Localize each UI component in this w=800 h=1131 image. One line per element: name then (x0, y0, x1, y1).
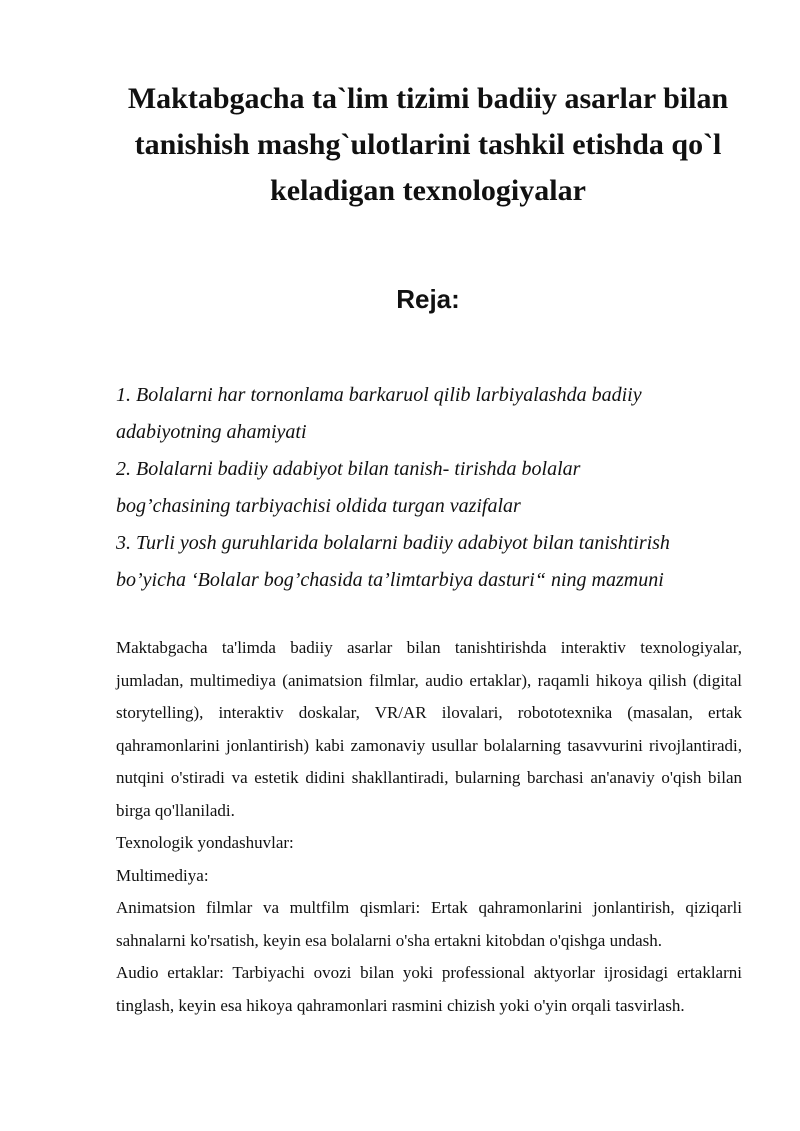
plan-item-line: 2. Bolalarni badiiy adabiyot bilan tanish- tirishda bolalar (116, 458, 581, 480)
plan-item-3 (116, 525, 756, 599)
plan-item-line: adabiyotning ahamiyati (116, 421, 307, 443)
body-text (116, 632, 742, 1022)
animated-films-label: Animatsion filmlar va multfilm qismlari: (116, 898, 421, 917)
audio-tales-label: Audio ertaklar: (116, 963, 224, 982)
animated-films-paragraph (116, 892, 742, 957)
intro-paragraph: Maktabgacha ta'limda badiiy asarlar bilan tanishtirishda interaktiv texnologiyalar, jumladan, multimediya (animatsion filmlar, audio ertaklar), raqamli hikoya qilish (digital storytelling), interaktiv doskalar, VR/AR ilovalari, robototexnika (masalan, ertak qahramonlarini jonlantirish) kabi zamonaviy usullar bolalarning tasavvurini rivojlantiradi, nutqini o'stiradi va estetik didini shakllantiradi, bularning barchasi an'anaviy o'qish bilan birga qo'llaniladi. (116, 638, 742, 820)
plan-item-line: 3. Turli yosh guruhlarida bolalarni badiiy adabiyot bilan tanishtirish (116, 532, 670, 554)
plan-item-2 (116, 451, 756, 525)
title-line-2: tanishish mashg`ulotlarini tashkil etishda qo`l (134, 128, 722, 161)
title-line-1: Maktabgacha ta`lim tizimi badiiy asarlar bilan (127, 82, 729, 115)
plan-item-line: 1. Bolalarni har tornonlama barkaruol qilib larbiyalashda badiiy (116, 384, 642, 406)
plan-item-line: bog’chasining tarbiyachisi oldida turgan vazifalar (116, 495, 521, 517)
plan-list (116, 377, 756, 599)
document-title (100, 76, 756, 214)
title-line-3: keladigan texnologiyalar (270, 174, 586, 207)
plan-item-line: bo’yicha ‘Bolalar bog’chasida ta’limtarbiya dasturi“ ning mazmuni (116, 569, 664, 591)
audio-tales-text: Tarbiyachi ovozi bilan yoki professional aktyorlar ijrosidagi ertaklarni tinglash, keyin esa hikoya qahramonlari rasmini chizish yoki o'yin orqali tasvirlash. (116, 963, 742, 1015)
approaches-heading: Texnologik yondashuvlar: (116, 833, 294, 852)
multimedia-heading: Multimediya: (116, 865, 209, 885)
plan-item-1 (116, 377, 756, 451)
plan-heading: Reja: (396, 284, 460, 314)
animated-films-text: Ertak qahramonlarini jonlantirish, qiziqarli sahnalarni ko'rsatish, keyin esa bolalarni o'sha ertakni kitobdan o'qishga undash. (116, 898, 743, 950)
audio-tales-paragraph (116, 957, 742, 1022)
